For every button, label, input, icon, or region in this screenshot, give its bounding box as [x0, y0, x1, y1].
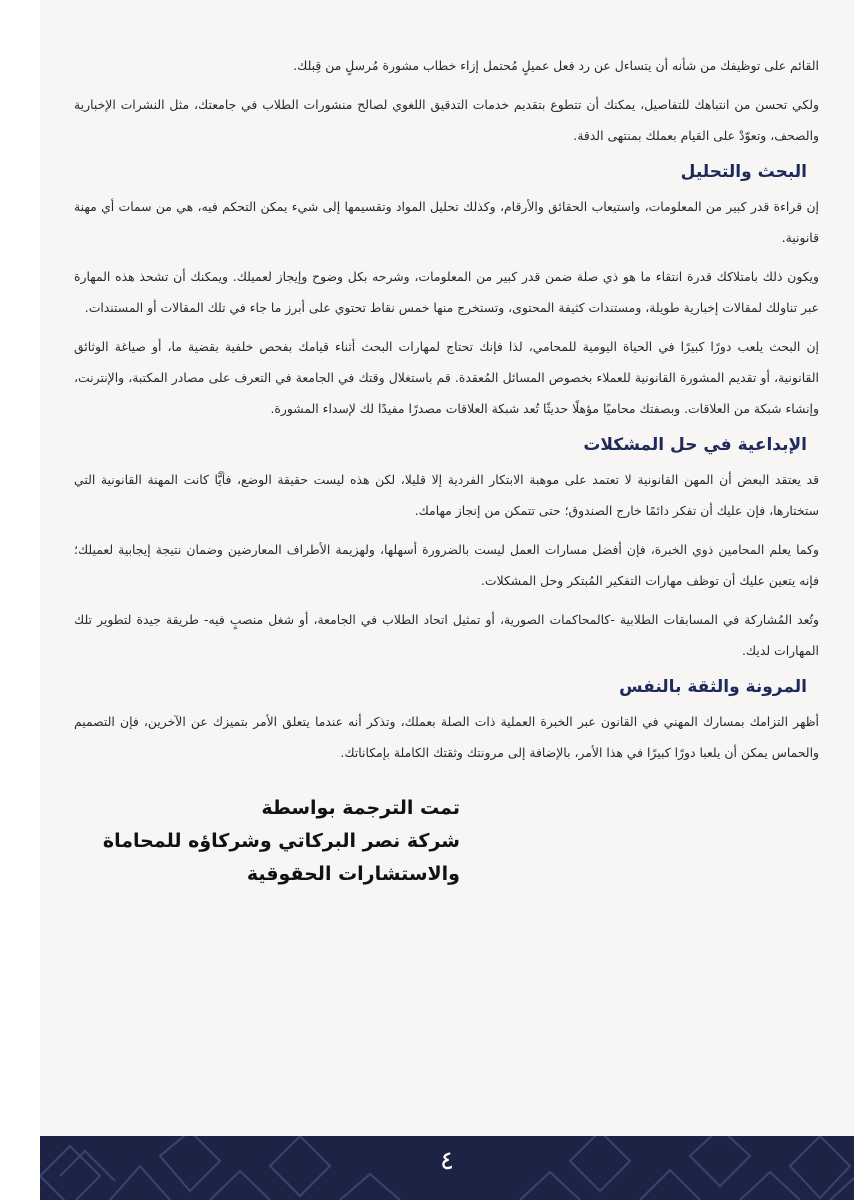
- heading-resilience-confidence: المرونة والثقة بالنفس: [619, 677, 807, 697]
- paragraph-creativity-2: وكما يعلم المحامين ذوي الخبرة، فإن أفضل مسارات العمل ليست بالضرورة أسهلها، ولهزيمة الأطراف المعارضين وضمان نتيجة إيجابية لعميلك؛ فإنه يتعين عليك أن توظف مهارات التفكير المُبتكر وحل المشكلات.: [74, 542, 819, 588]
- paragraph-creativity-3: وتُعد المُشاركة في المسابقات الطلابية -كالمحاكمات الصورية، أو تمثيل اتحاد الطلاب في الجامعة، أو شغل منصبٍ فيه- طريقة جيدة لتطوير تلك المهارات لديك.: [74, 612, 819, 658]
- paragraph-creativity-1: قد يعتقد البعض أن المهن القانونية لا تعتمد على موهبة الابتكار الفردية إلا قليلا، لكن هذه ليست حقيقة الوضع، فأيًّا كانت المهنة القانونية التي ستختارها، فإن عليك أن تفكر دائمًا خارج الصندوق؛ حتى تتمكن من إنجاز مهامك.: [74, 472, 819, 518]
- heading-creative-problem-solving: الإبداعية في حل المشكلات: [583, 435, 807, 455]
- paragraph-research-3: إن البحث يلعب دورًا كبيرًا في الحياة اليومية للمحامي، لذا فإنك تحتاج لمهارات البحث أثناء قيامك بفحص خلفية بقضية ما، أو صياغة الوثائق القانونية، أو تقديم المشورة القانونية للعملاء بخصوص المسائل المُعقدة. قم باستغلال وقتك في الجامعة في التعرف على مصادر المكتبة، والإنترنت، وإنشاء شبكة من العلاقات. وبصفتك محاميًا مؤهلًا حديثًا تُعد شبكة العلاقات مصدرًا مفيدًا لك لإسداء المشورة.: [74, 339, 819, 416]
- credit-line-1: تمت الترجمة بواسطة: [261, 797, 460, 819]
- translation-credit: [100, 792, 460, 891]
- paragraph-research-1: إن قراءة قدر كبير من المعلومات، واستيعاب الحقائق والأرقام، وكذلك تحليل المواد وتقسيمها إلى شيء يمكن التحكم فيه، هي من سمات أي مهنة قانونية.: [74, 199, 819, 245]
- paragraph-resilience: أظهر التزامك بمسارك المهني في القانون عبر الخبرة العملية ذات الصلة بعملك، وتذكر أنه عندما يتعلق الأمر بتميزك عن الآخرين، فإن التصميم والحماس يمكن أن يلعبا دورًا كبيرًا في هذا الأمر، بالإضافة إلى مرونتك وثقتك الكاملة بإمكاناتك.: [74, 714, 819, 760]
- credit-line-2: شركة نصر البركاتي وشركاؤه للمحاماة: [102, 830, 460, 852]
- footer-band: [40, 1136, 854, 1200]
- paragraph-attention-to-detail: ولكي تحسن من انتباهك للتفاصيل، يمكنك أن تتطوع بتقديم خدمات التدقيق اللغوي لصالح منشورات الطلاب في جامعتك، مثل النشرات الإخبارية والصحف، وتعوّدْ على القيام بعملك بمنتهى الدقة.: [74, 97, 819, 143]
- page-number: ٤: [440, 1146, 454, 1176]
- paragraph-intro-continuation: القائم على توظيفك من شأنه أن يتساءل عن رد فعل عميلٍ مُحتمل إزاء خطاب مشورة مُرسلٍ من قِبلك.: [293, 58, 819, 73]
- credit-line-3: والاستشارات الحقوقية: [246, 863, 460, 885]
- paragraph-research-2: ويكون ذلك بامتلاكك قدرة انتقاء ما هو ذي صلة ضمن قدر كبير من المعلومات، وشرحه بكل وضوح وإيجاز لعميلك. ويمكنك أن تشحذ هذه المهارة عبر تناولك لمقالات إخبارية طويلة، ومستندات كثيفة المحتوى، وتستخرج منها خمس نقاط تحتوي على أبرز ما جاء في تلك المقالات أو المستندات.: [74, 269, 819, 315]
- left-margin: [0, 0, 40, 1200]
- heading-research-analysis: البحث والتحليل: [680, 162, 807, 182]
- document-body: [74, 50, 819, 776]
- document-page: [40, 0, 854, 1200]
